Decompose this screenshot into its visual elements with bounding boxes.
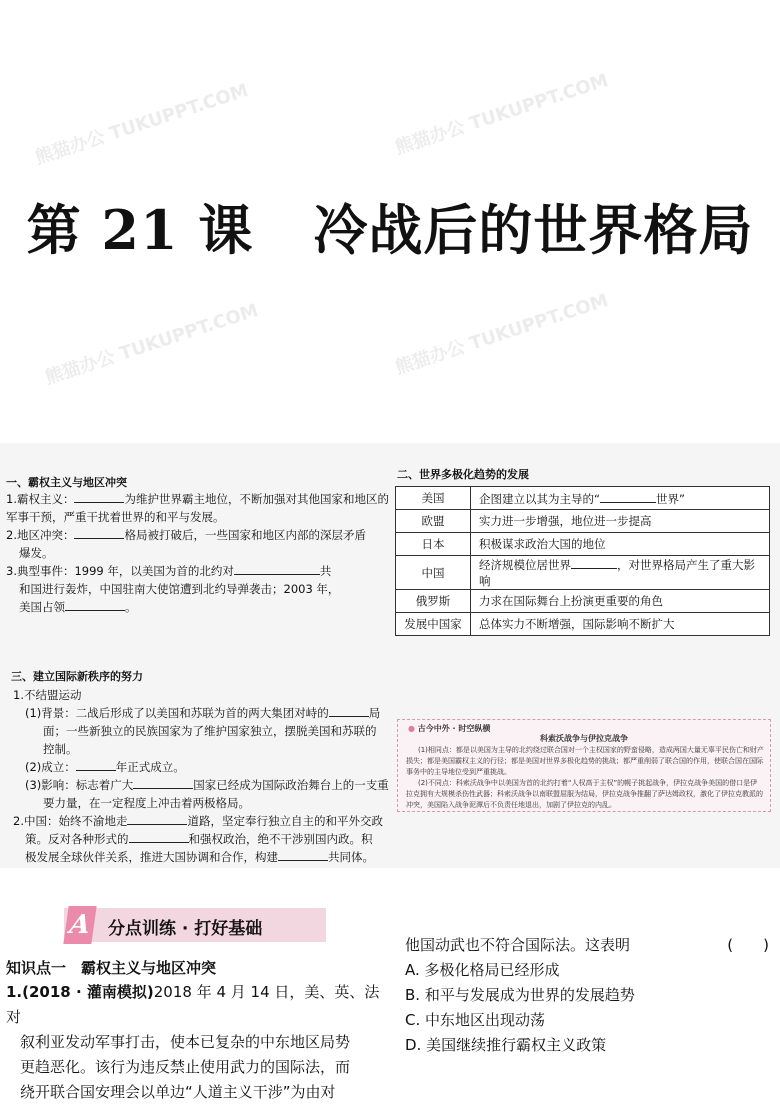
history-note-box <box>397 719 771 812</box>
note-tag: ● 古今中外 · 时空纵横 <box>408 724 491 733</box>
hegemony-block: 1.霸权主义： 为维护世界霸主地位，不断加强对其他国家和地区的 军事干预，严重干扰着世界的和平与发展。 2.地区冲突： 格局被打破后，一些国家和地区内部的深层矛盾 爆发。 3.典型事件：1999 年，以美国为首的北约对 共 和国进行轰炸，中国驻南大使馆遭到北约导弹袭击；2003 年， 美国占领 。 <box>6 492 389 614</box>
note-title: 科索沃战争与伊拉克战争 <box>540 734 628 743</box>
table-row: 俄罗斯 力求在国际舞台上扮演更重要的角色 <box>396 590 770 613</box>
watermark: 熊猫办公 TUKUPPT.COM <box>392 290 611 379</box>
watermark: 熊猫办公 TUKUPPT.COM <box>32 80 251 169</box>
section-heading: 三、建立国际新秩序的努力 <box>11 670 143 683</box>
option-b[interactable]: B. 和平与发展成为世界的发展趋势 <box>405 986 635 1004</box>
watermark: 熊猫办公 TUKUPPT.COM <box>392 70 611 159</box>
section-a-label: 分点训练 · 打好基础 <box>108 919 263 939</box>
table-row: 中国 经济规模位居世界 ，对世界格局产生了重大影响 <box>396 556 770 590</box>
watermark: 熊猫办公 TUKUPPT.COM <box>42 300 261 389</box>
multipolar-table <box>395 486 770 636</box>
question-1: 1.(2018 · 灌南模拟)2018 年 4 月 14 日，美、英、法对 叙利亚发动军事打击，使本已复杂的中东地区局势 更趋恶化。该行为违反禁止使用武力的国际法，而 绕开联合国安理会以单边“人道主义干涉”为由对 <box>6 983 380 1101</box>
question-1-continued: 他国动武也不符合国际法。这表明 ( ) A. 多极化格局已经形成 B. 和平与发展成为世界的发展趋势 C. 中东地区出现动荡 D. 美国继续推行霸权主义政策 <box>405 933 773 1058</box>
table-row: 欧盟 实力进一步增强，地位进一步提高 <box>396 510 770 533</box>
section-heading: 二、世界多极化趋势的发展 <box>397 468 529 481</box>
knowledge-point-heading: 知识点一 霸权主义与地区冲突 <box>6 959 217 977</box>
note-body: (1)相同点：都是以美国为主导的北约绕过联合国对一个主权国家的野蛮侵略，造成两国大量无辜平民伤亡和财产损失；都是美国霸权主义的行径；都是美国对世界多极化趋势的挑战；都严重削弱了联合国的作用，使联合国在国际事务中的主导地位受到严重挑战。 (2)不同点：科索沃战争中以美国为首的北约打着“人权高于主权”的幌子挑起战争，伊拉克战争美国的借口是伊拉克拥有大规模杀伤性武器；科索沃战争以南联盟屈服为结局，伊拉克战争推翻了萨达姆政权，激化了伊拉克教派的冲突，美国陷入战争泥潭后不负责任地退出，加剧了伊拉克的内乱。 <box>406 746 764 809</box>
table-row: 美国 企图建立以其为主导的“ 世界” <box>396 487 770 510</box>
table-row: 发展中国家 总体实力不断增强，国际影响不断扩大 <box>396 613 770 636</box>
answer-bracket: ( ) <box>727 936 769 954</box>
section-a-letter: A <box>63 906 96 944</box>
option-a[interactable]: A. 多极化格局已经形成 <box>405 961 560 979</box>
option-d[interactable]: D. 美国继续推行霸权主义政策 <box>405 1036 607 1054</box>
section-heading: 一、霸权主义与地区冲突 <box>6 476 127 489</box>
option-c[interactable]: C. 中东地区出现动荡 <box>405 1011 546 1029</box>
new-order-block: 1.不结盟运动 (1)背景：二战后形成了以美国和苏联为首的两大集团对峙的 局 面；一些新独立的民族国家为了维护国家独立，摆脱美国和苏联的 控制。 (2)成立： 年正式成立。 (3)影响：标志着广大 国家已经成为国际政治舞台上的一支重 要力量，在一定程度上冲击着两极格局。 2.中国：始终不渝地走 道路，坚定奉行独立自主的和平外交政 策。反对各种形式的 和强权政治，绝不干涉别国内政。积 极发展全球伙伴关系，推进大国协调和合作，构建 共同体。 <box>13 688 389 864</box>
table-row: 日本 积极谋求政治大国的地位 <box>396 533 770 556</box>
page-title: 第 21 课 冷战后的世界格局 <box>26 198 754 262</box>
